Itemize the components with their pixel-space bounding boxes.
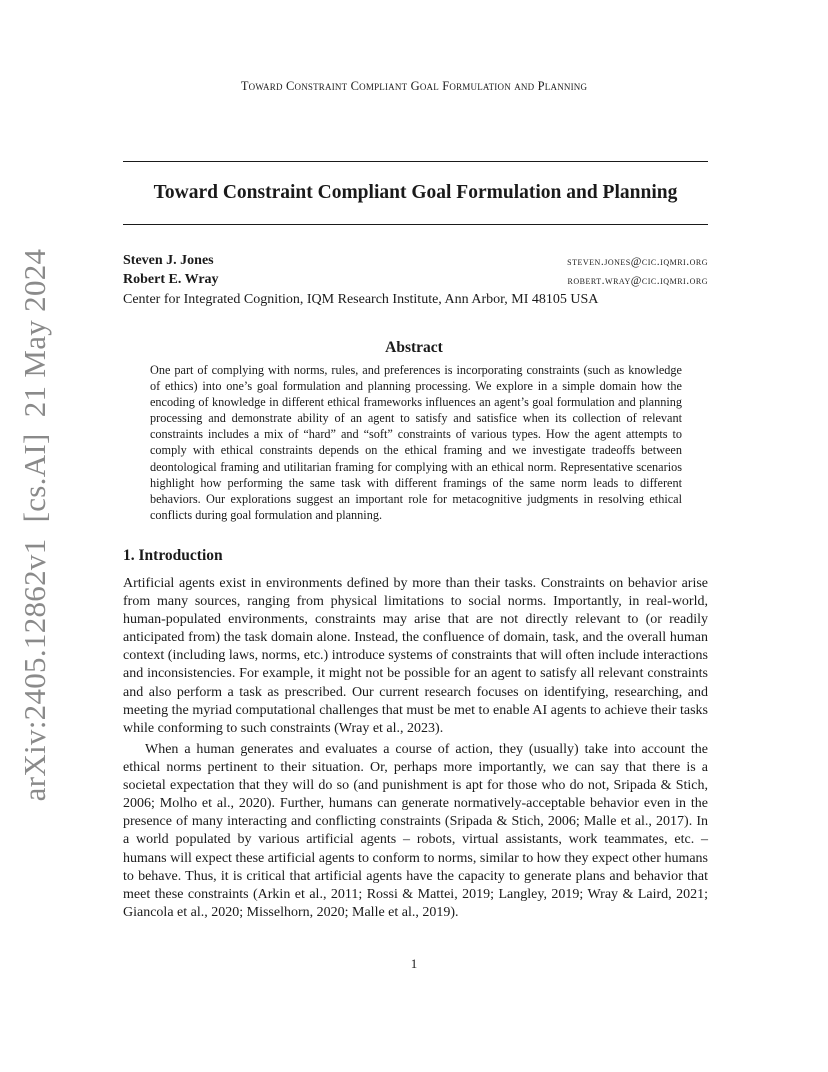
body-paragraph: Artificial agents exist in environments defined by more than their tasks. Constraints on behavior arise from many sources, ranging from physical limitations to social norms. Importantly, in real-world, human-populated environments, constraints may arise that are not directly relevant to (or readily anticipated from) the task domain alone. Instead, the confluence of domain, task, and the overall human context (including laws, norms, etc.) introduce systems of constraints that will often include interactions and inconsistencies. For example, it might not be possible for an agent to satisfy all relevant constraints and also perform a task as prescribed. Our current research focuses on identifying, researching, and meeting the myriad computational challenges that must be met to enable AI agents to achieve their tasks while conforming to such constraints (Wray et al., 2023). — [123, 576, 708, 736]
author-email: robert.wray@cic.iqmri.org — [567, 274, 708, 287]
title-rule-bottom — [123, 224, 708, 225]
body-paragraph: When a human generates and evaluates a course of action, they (usually) take into account the ethical norms pertinent to their situation. Or, perhaps more importantly, we can say that there is a societal expectation that they will do so (and punishment is apt for those who do not, Sripada & Stich, 2006; Molho et al., 2020). Further, humans can generate normatively-acceptable behavior even in the presence of many interacting and conflicting constraints (Sripada & Stich, 2006; Malle et al., 2017). In a world populated by various artificial agents – robots, virtual assistants, work teammates, etc. – humans will expect these artificial agents to conform to norms, similar to how they expect other humans to behave. Thus, it is critical that artificial agents have the capacity to generate plans and behavior that meet these constraints (Arkin et al., 2011; Rossi & Mattei, 2019; Langley, 2019; Wray & Laird, 2021; Giancola et al., 2020; Misselhorn, 2020; Malle et al., 2019). — [123, 742, 708, 920]
page-number: 1 — [410, 956, 418, 971]
abstract-body: One part of complying with norms, rules, and preferences is incorporating constraints (such as knowledge of ethics) into one’s goal formulation and planning processing. We explore in a simple domain how the encoding of knowledge in different ethical frameworks influences an agent’s goal formulation and planning processing and demonstrate ability of an agent to satisfy and satisfice when its collection of relevant constraints includes a mix of “hard” and “soft” constraints of various types. How the agent attempts to comply with ethical constraints depends on the ethical framing and we investigate tradeoffs between deontological framing and utilitarian framing for complying with an ethical norm. Representative scenarios highlight how performing the same task with different framings of the same norm leads to different behaviors. Our explorations suggest an important role for metacognitive judgments in resolving ethical conflicts during goal formulation and planning. — [150, 363, 682, 522]
author-email: steven.jones@cic.iqmri.org — [567, 255, 708, 268]
paper-title: Toward Constraint Compliant Goal Formulation and Planning — [153, 182, 678, 203]
arxiv-identifier-stamp: arXiv:2405.12862v1 [cs.AI] 21 May 2024 — [17, 248, 52, 802]
affiliation: Center for Integrated Cognition, IQM Research Institute, Ann Arbor, MI 48105 USA — [123, 292, 599, 307]
author-name: Steven J. Jones — [123, 253, 214, 268]
title-rule-top — [123, 161, 708, 162]
author-line — [123, 253, 708, 271]
abstract-heading: Abstract — [385, 339, 443, 356]
running-head: Toward Constraint Compliant Goal Formulation and Planning — [240, 79, 588, 93]
author-name: Robert E. Wray — [123, 272, 219, 287]
section-heading: 1. Introduction — [123, 547, 223, 564]
author-line — [123, 272, 708, 290]
